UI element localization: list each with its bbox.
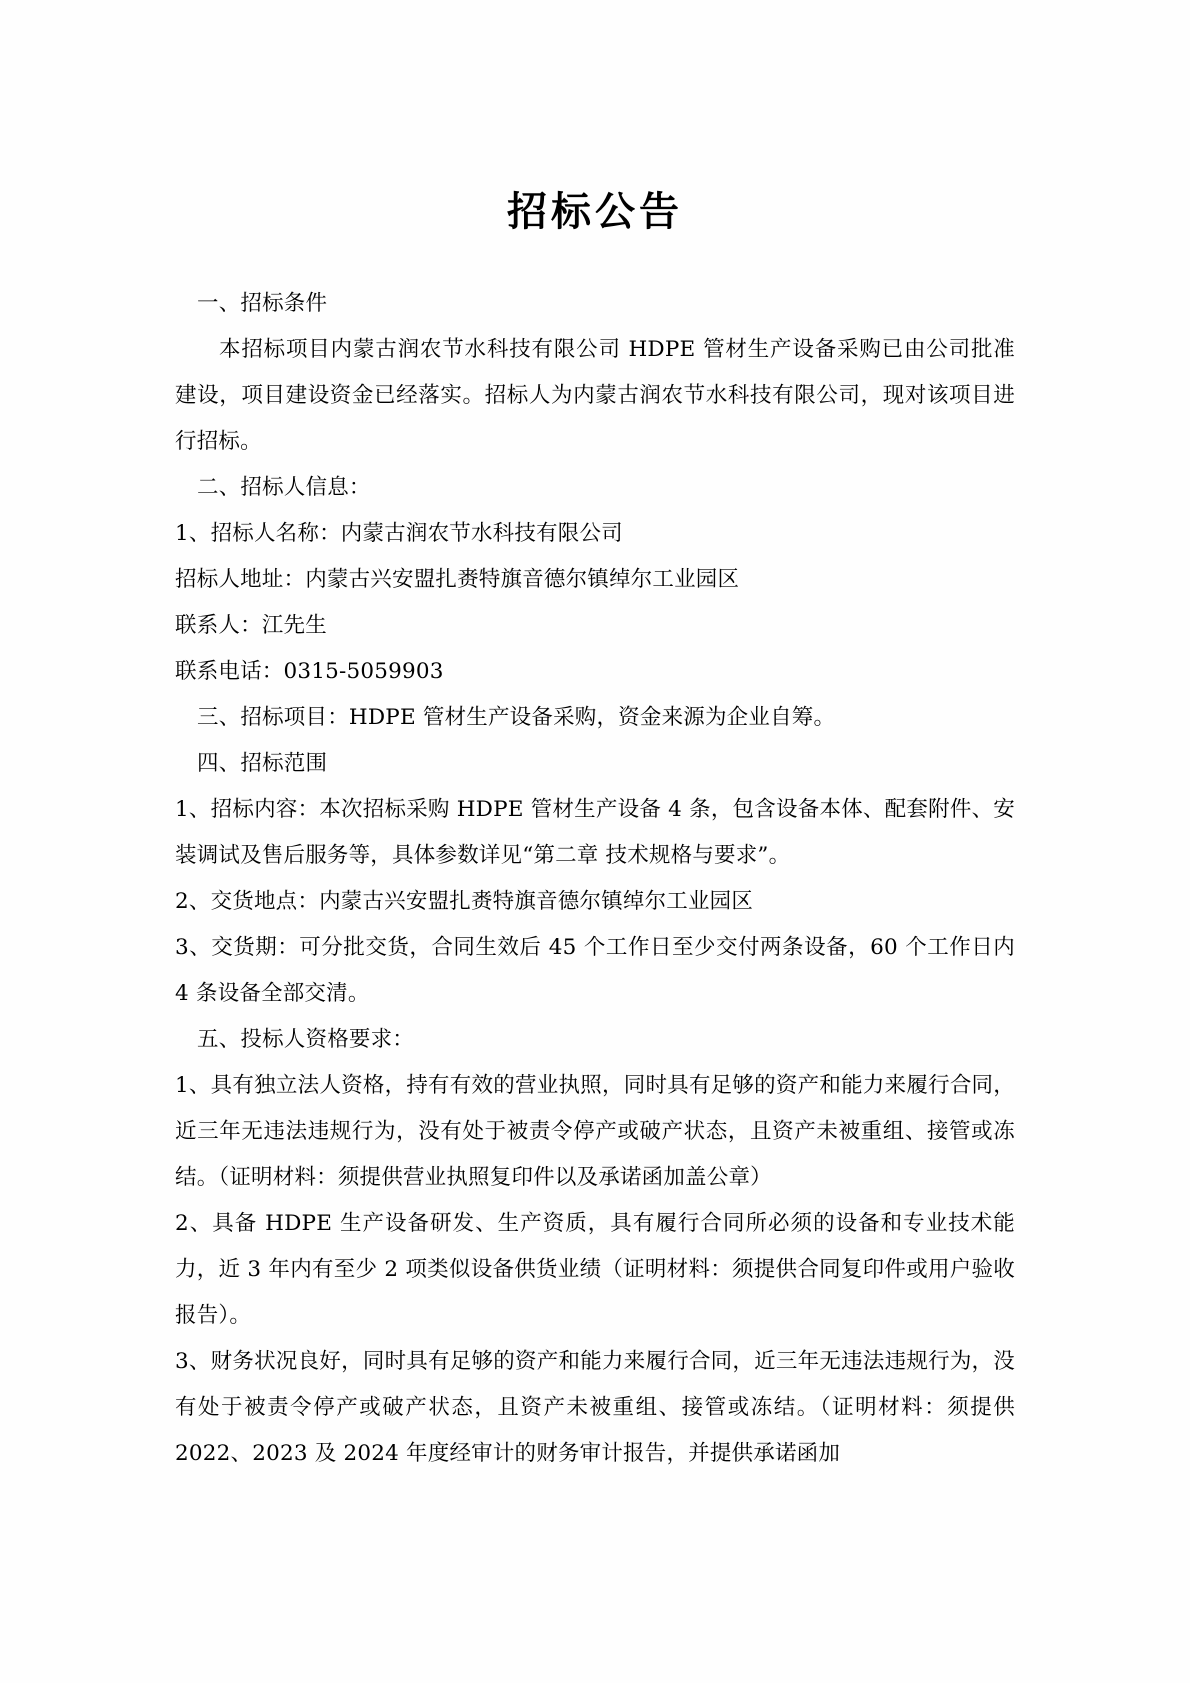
section-heading-tender-project: 三、招标项目：HDPE 管材生产设备采购，资金来源为企业自筹。 bbox=[197, 705, 836, 730]
section-heading-tender-scope: 四、招标范围 bbox=[197, 751, 328, 776]
paragraph-qualification-1: 1、具有独立法人资格，持有有效的营业执照，同时具有足够的资产和能力来履行合同，近三年无违法违规行为，没有处于被责令停产或破产状态，且资产未被重组、接管或冻结。（证明材料：须提供营业执照复印件以及承诺函加盖公章） bbox=[175, 1073, 1015, 1190]
paragraph-delivery-period: 3、交货期：可分批交货，合同生效后 45 个工作日至少交付两条设备，60 个工作日内 4 条设备全部交清。 bbox=[175, 935, 1015, 1006]
document-body bbox=[175, 281, 1015, 1477]
paragraph-delivery-location: 2、交货地点：内蒙古兴安盟扎赉特旗音德尔镇绰尔工业园区 bbox=[175, 889, 754, 914]
section-heading-bidder-qualifications: 五、投标人资格要求： bbox=[197, 1027, 415, 1052]
paragraph-tender-conditions-body: 本招标项目内蒙古润农节水科技有限公司 HDPE 管材生产设备采购已由公司批准建设，项目建设资金已经落实。招标人为内蒙古润农节水科技有限公司，现对该项目进行招标。 bbox=[175, 337, 1015, 454]
paragraph-contact-phone: 联系电话：0315-5059903 bbox=[175, 659, 444, 684]
paragraph-tenderer-address: 招标人地址：内蒙古兴安盟扎赉特旗音德尔镇绰尔工业园区 bbox=[175, 567, 740, 592]
paragraph-tenderer-name: 1、招标人名称：内蒙古润农节水科技有限公司 bbox=[175, 521, 623, 546]
section-heading-tenderer-info: 二、招标人信息： bbox=[197, 475, 371, 500]
paragraph-scope-content: 1、招标内容：本次招标采购 HDPE 管材生产设备 4 条，包含设备本体、配套附件、安装调试及售后服务等，具体参数详见“第二章 技术规格与要求”。 bbox=[175, 797, 1015, 868]
paragraph-qualification-3: 3、财务状况良好，同时具有足够的资产和能力来履行合同，近三年无违法违规行为，没有处于被责令停产或破产状态，且资产未被重组、接管或冻结。（证明材料：须提供 2022、2023 及 2024 年度经审计的财务审计报告，并提供承诺函加 bbox=[175, 1349, 1015, 1466]
page-title: 招标公告 bbox=[507, 188, 683, 235]
section-heading-tender-conditions: 一、招标条件 bbox=[197, 291, 328, 316]
paragraph-qualification-2: 2、具备 HDPE 生产设备研发、生产资质，具有履行合同所必须的设备和专业技术能力，近 3 年内有至少 2 项类似设备供货业绩（证明材料：须提供合同复印件或用户验收报告）。 bbox=[175, 1211, 1015, 1328]
paragraph-contact-person: 联系人：江先生 bbox=[175, 613, 327, 638]
